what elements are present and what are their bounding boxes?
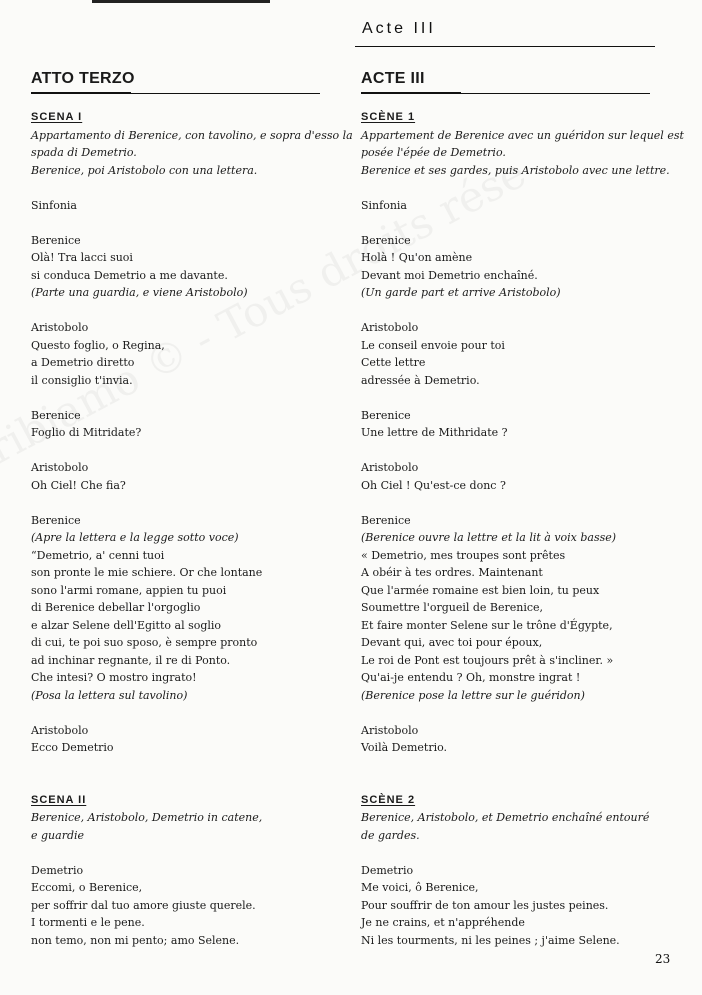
verse-line: Oh Ciel! Che fia? [31,478,126,492]
scene-heading: SCENA II [31,793,87,806]
stage-direction: Appartamento di Berenice, con tavolino, e sopra d'esso la [31,128,353,142]
speaker-name: Berenice [361,408,411,422]
stage-direction: de gardes. [361,828,420,842]
french-column [361,70,684,949]
verse-line: di cui, te poi suo sposo, è sempre pronto [31,636,258,649]
stage-direction: (Apre la lettera e la legge sotto voce) [31,531,239,544]
spacer [361,757,661,775]
spacer [361,442,661,460]
verse-line: son pronte le mie schiere. Or che lontane [31,566,263,579]
sinfonia-label: Sinfonia [31,198,77,212]
stage-direction: Appartement de Berenice avec un guéridon sur lequel est [361,128,684,142]
verse-line: Le roi de Pont est toujours prêt à s'incliner. » [361,653,614,667]
speaker-name: Aristobolo [31,461,89,474]
running-header: Acte III [362,20,436,37]
verse-line: Devant moi Demetrio enchaîné. [361,268,538,282]
top-decoration-line [92,0,270,3]
speaker-name: Aristobolo [31,723,89,737]
verse-line: ad inchinar regnante, il re di Ponto. [31,653,231,667]
spacer [31,844,331,862]
speaker-name: Berenice [31,408,81,422]
speaker-name: Aristobolo [361,461,419,474]
spacer [31,704,331,722]
verse-line: Me voici, ô Berenice, [361,881,479,894]
spacer [31,389,331,407]
spacer [361,214,661,232]
verse-line: per soffrir dal tuo amore giuste querele. [31,898,256,912]
stage-direction: Berenice, Aristobolo, et Demetrio enchaîné entouré [361,811,650,824]
stage-direction: (Posa la lettera sul tavolino) [31,688,188,702]
verse-line: Eccomi, o Berenice, [31,881,143,894]
spacer [361,494,661,512]
verse-line: Ecco Demetrio [31,741,114,754]
stage-direction: spada di Demetrio. [31,146,137,159]
spacer [31,302,331,320]
header-rule [355,46,655,47]
speaker-name: Demetrio [31,863,84,877]
speaker-name: Berenice [361,513,411,527]
speaker-name: Berenice [31,513,81,527]
act-title: ACTE III [361,70,425,87]
spacer [361,704,661,722]
verse-line: si conduca Demetrio a me davante. [31,268,228,282]
verse-line: il consiglio t'invia. [31,373,133,387]
verse-line: « Demetrio, mes troupes sont prêtes [361,548,566,562]
italian-column [31,70,353,949]
verse-line: Olà! Tra lacci suoi [31,251,133,264]
scene-heading: SCENA I [31,111,83,123]
stage-direction: (Parte una guardia, e viene Aristobolo) [31,286,248,299]
verse-line: Ni les tourments, ni les peines ; j'aime Selene. [361,933,620,947]
verse-line: Que l'armée romaine est bien loin, tu peux [361,583,600,597]
scene-heading: SCÈNE 1 [361,111,416,123]
verse-line: a Demetrio diretto [31,356,135,369]
spacer [31,757,331,775]
verse-line: di Berenice debellar l'orgoglio [31,601,201,614]
stage-direction: Berenice, poi Aristobolo con una lettera. [31,163,258,177]
speaker-name: Demetrio [361,863,414,877]
verse-line: I tormenti e le pene. [31,916,145,929]
verse-line: Devant qui, avec toi pour époux, [361,636,543,649]
verse-line: A obéir à tes ordres. Maintenant [361,566,543,579]
spacer [361,844,661,862]
verse-line: sono l'armi romane, appien tu puoi [31,583,227,597]
speaker-name: Berenice [31,233,81,247]
stage-direction: e guardie [31,828,85,842]
verse-line: Qu'ai-je entendu ? Oh, monstre ingrat ! [361,671,581,684]
spacer [31,494,331,512]
stage-direction: Berenice, Aristobolo, Demetrio in catene, [31,811,263,824]
sinfonia-label: Sinfonia [361,198,407,212]
spacer [361,179,661,197]
act-title: ATTO TERZO [31,70,135,87]
stage-direction: posée l'épée de Demetrio. [361,146,506,159]
verse-line: Voilà Demetrio. [361,741,448,754]
verse-line: adressée à Demetrio. [361,373,480,387]
stage-direction: (Berenice ouvre la lettre et la lit à voix basse) [361,531,617,544]
verse-line: Oh Ciel ! Qu'est-ce donc ? [361,478,506,492]
spacer [361,774,661,792]
stage-direction: (Berenice pose la lettre sur le guéridon) [361,688,585,702]
stage-direction: Berenice et ses gardes, puis Aristobolo avec une lettre. [361,163,670,177]
scene-heading: SCÈNE 2 [361,793,416,806]
verse-line: Foglio di Mitridate? [31,426,142,439]
verse-line: Une lettre de Mithridate ? [361,426,508,439]
spacer [31,179,331,197]
verse-line: Je ne crains, et n'appréhende [361,916,525,929]
speaker-name: Berenice [361,233,411,247]
verse-line: Pour souffrir de ton amour les justes peines. [361,898,609,912]
spacer [31,774,331,792]
verse-line: “Demetrio, a' cenni tuoi [31,548,165,562]
spacer [361,389,661,407]
page-number: 23 [655,952,671,966]
speaker-name: Aristobolo [361,321,419,334]
verse-line: Che intesi? O mostro ingrato! [31,671,197,684]
stage-direction: (Un garde part et arrive Aristobolo) [361,286,561,299]
spacer [361,302,661,320]
spacer [31,442,331,460]
verse-line: Holà ! Qu'on amène [361,251,473,264]
spacer [31,214,331,232]
speaker-name: Aristobolo [31,321,89,334]
verse-line: Cette lettre [361,356,426,369]
speaker-name: Aristobolo [361,723,419,737]
verse-line: Le conseil envoie pour toi [361,338,505,352]
verse-line: Soumettre l'orgueil de Berenice, [361,601,544,614]
verse-line: non temo, non mi pento; amo Selene. [31,933,240,947]
verse-line: Questo foglio, o Regina, [31,338,165,352]
verse-line: e alzar Selene dell'Egitto al soglio [31,618,222,632]
verse-line: Et faire monter Selene sur le trône d'Égypte, [361,618,613,632]
